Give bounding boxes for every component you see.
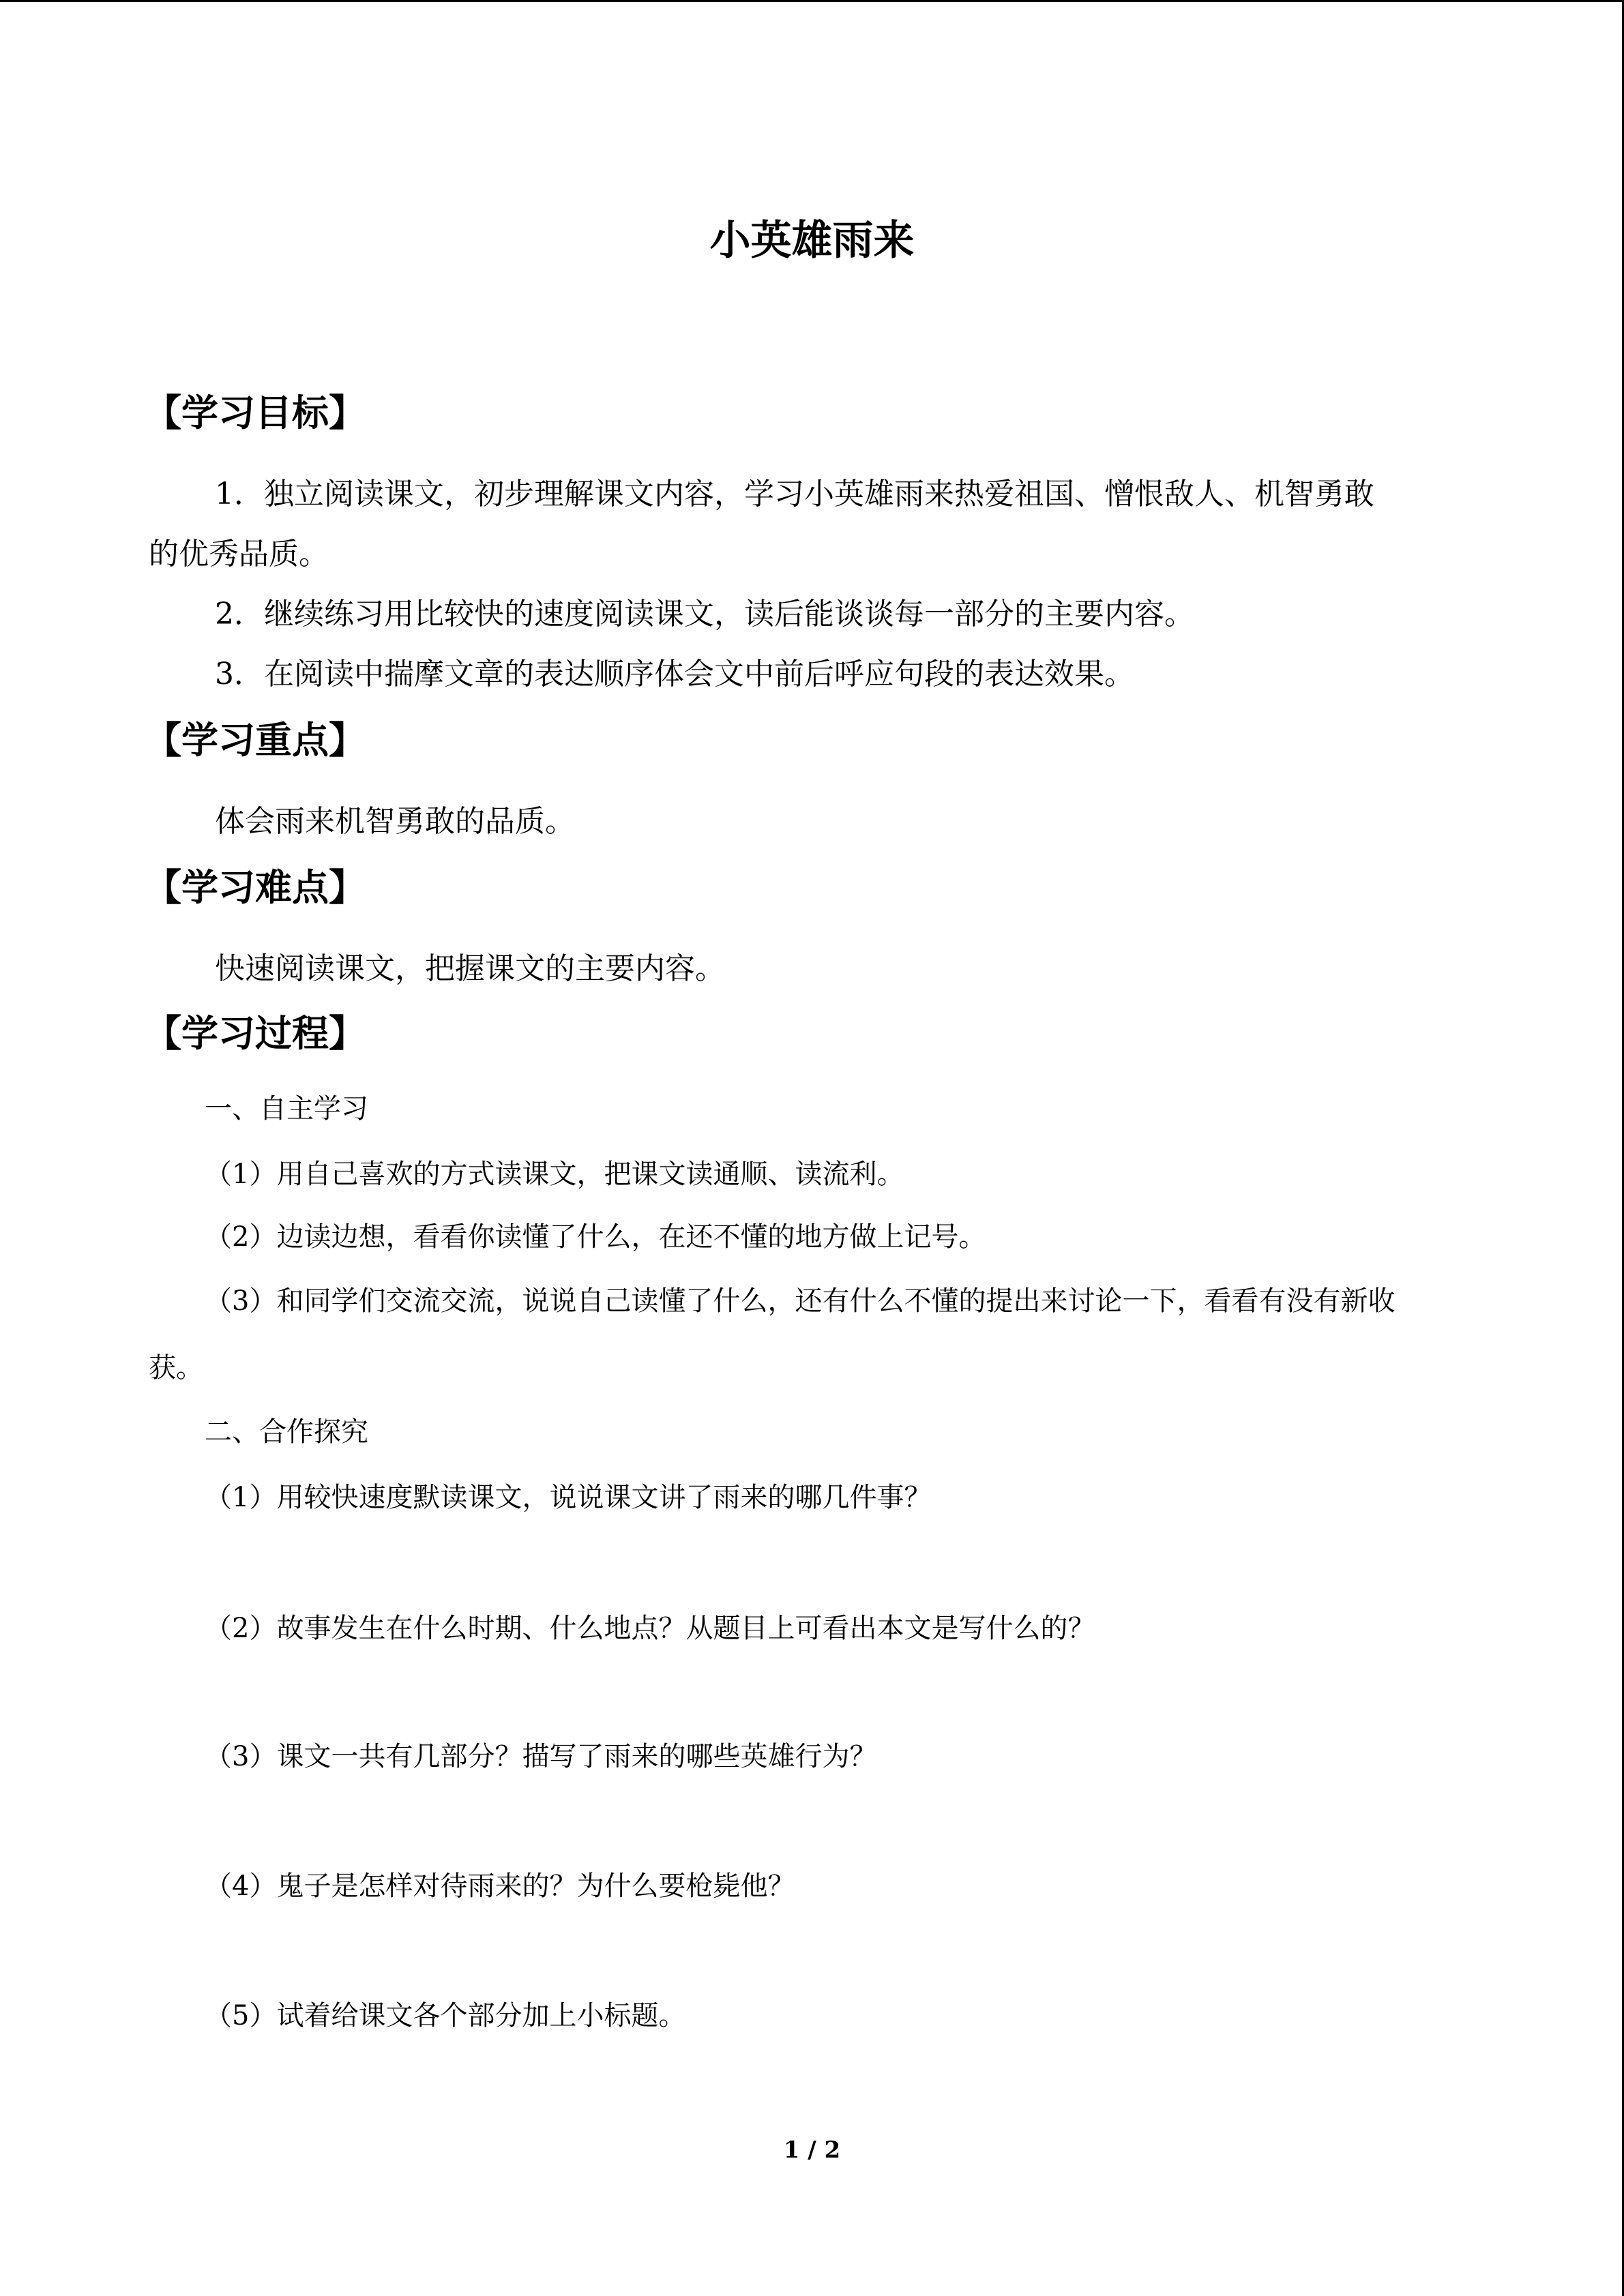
difficulties-text: 快速阅读课文，把握课文的主要内容。	[215, 951, 725, 986]
page-border-top	[0, 0, 1624, 2]
goals-heading: 【学习目标】	[145, 391, 366, 434]
key-points-text: 体会雨来机智勇敢的品质。	[215, 804, 575, 839]
process-part2-item-5: （5）试着给课文各个部分加上小标题。	[205, 2000, 686, 2031]
goal-item-1: 1．独立阅读课文，初步理解课文内容，学习小英雄雨来热爱祖国、憎恨敌人、机智勇敢	[215, 477, 1374, 511]
goal-item-2: 2．继续练习用比较快的速度阅读课文，读后能谈谈每一部分的主要内容。	[215, 597, 1194, 631]
page-title: 小英雄雨来	[709, 217, 915, 265]
page-number: 1 / 2	[783, 2136, 841, 2164]
process-part1-item-3: （3）和同学们交流交流，说说自己读懂了什么，还有什么不懂的提出来讨论一下，看看有没有新收	[205, 1285, 1396, 1317]
process-part1-item-1: （1）用自己喜欢的方式读课文，把课文读通顺、读流利。	[205, 1159, 904, 1190]
goal-item-1-cont: 的优秀品质。	[149, 537, 329, 571]
key-points-heading: 【学习重点】	[145, 719, 366, 762]
process-part2-item-3: （3）课文一共有几部分？描写了雨来的哪些英雄行为？	[205, 1741, 877, 1772]
process-part2-item-1: （1）用较快速度默读课文，说说课文讲了雨来的哪几件事？	[205, 1482, 932, 1513]
difficulties-heading: 【学习难点】	[145, 866, 366, 909]
process-part2-item-4: （4）鬼子是怎样对待雨来的？为什么要枪毙他？	[205, 1870, 795, 1902]
process-part2-item-2: （2）故事发生在什么时期、什么地点？从题目上可看出本文是写什么的？	[205, 1613, 1095, 1644]
process-part1-item-3-cont: 获。	[149, 1352, 203, 1384]
process-part1-item-2: （2）边读边想，看看你读懂了什么，在还不懂的地方做上记号。	[205, 1221, 986, 1253]
process-part2-title: 二、合作探究	[205, 1416, 368, 1448]
goal-item-3: 3．在阅读中揣摩文章的表达顺序体会文中前后呼应句段的表达效果。	[215, 657, 1134, 691]
process-heading: 【学习过程】	[145, 1012, 366, 1055]
process-part1-title: 一、自主学习	[205, 1093, 368, 1124]
